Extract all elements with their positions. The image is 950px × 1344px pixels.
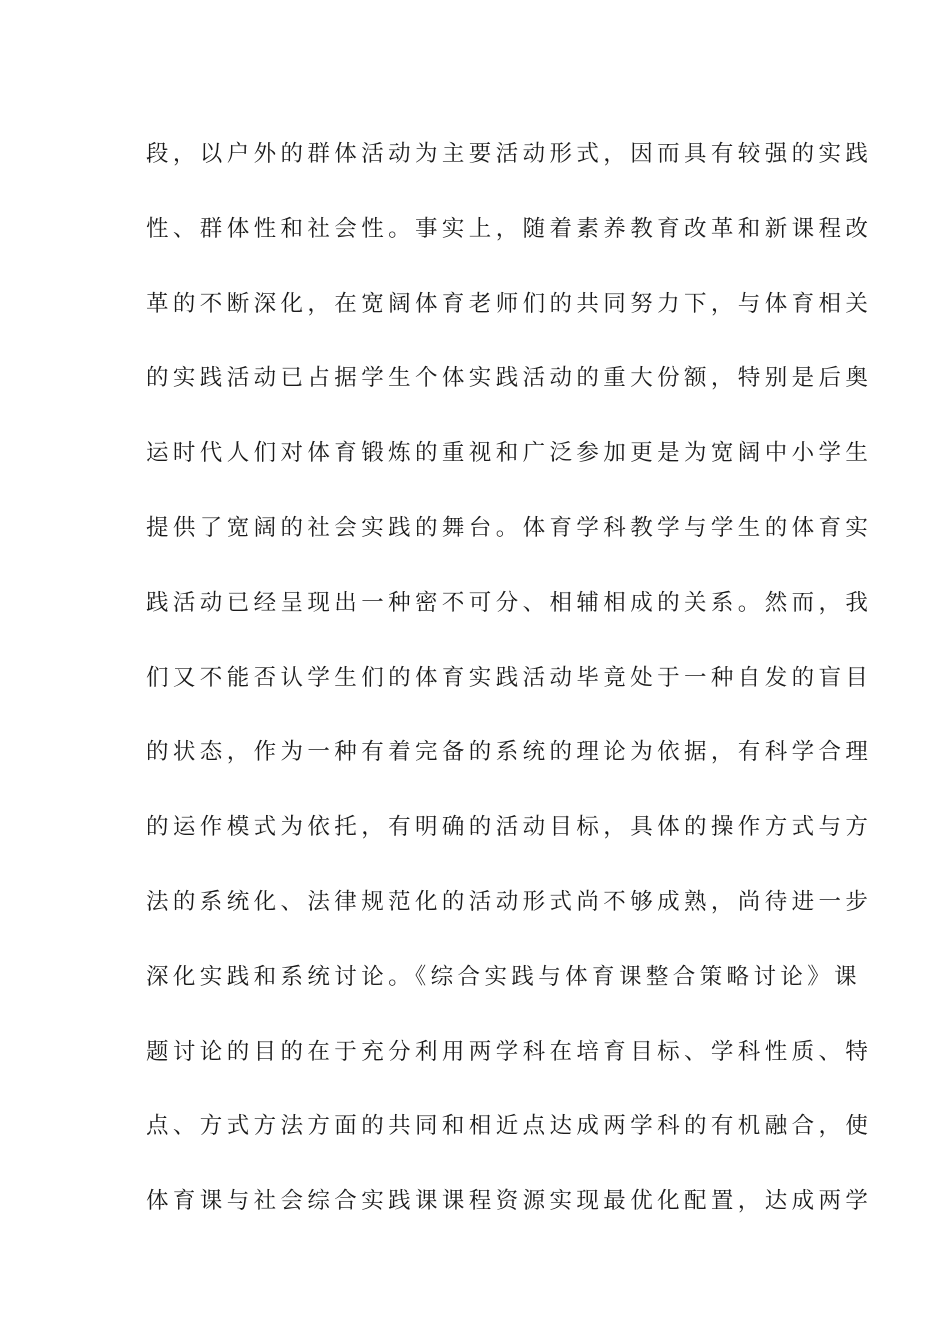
- text-line: 性、群体性和社会性。事实上，随着素养教育改革和新课程改: [146, 215, 873, 242]
- text-line: 践活动已经呈现出一种密不可分、相辅相成的关系。然而，我: [146, 589, 873, 616]
- text-line: 提供了宽阔的社会实践的舞台。体育学科教学与学生的体育实: [146, 514, 873, 541]
- text-line: 段，以户外的群体活动为主要活动形式，因而具有较强的实践: [146, 141, 873, 167]
- text-line: 的状态，作为一种有着完备的系统的理论为依据，有科学合理: [146, 739, 873, 766]
- text-line: 的运作模式为依托，有明确的活动目标，具体的操作方式与方: [146, 814, 873, 841]
- text-line: 深化实践和系统讨论。《综合实践与体育课整合策略讨论》课: [146, 963, 862, 990]
- text-line: 们又不能否认学生们的体育实践活动毕竟处于一种自发的盲目: [146, 664, 873, 691]
- body-text: [146, 136, 873, 1258]
- text-line: 点、方式方法方面的共同和相近点达成两学科的有机融合，使: [146, 1113, 873, 1140]
- text-line: 法的系统化、法律规范化的活动形式尚不够成熟，尚待进一步: [146, 888, 873, 915]
- text-line: 题讨论的目的在于充分利用两学科在培育目标、学科性质、特: [146, 1038, 873, 1065]
- text-line: 运时代人们对体育锻炼的重视和广泛参加更是为宽阔中小学生: [146, 440, 873, 467]
- text-line: 体育课与社会综合实践课课程资源实现最优化配置，达成两学: [146, 1188, 873, 1215]
- text-line: 革的不断深化，在宽阔体育老师们的共同努力下，与体育相关: [146, 290, 873, 317]
- text-line: 的实践活动已占据学生个体实践活动的重大份额，特别是后奥: [146, 365, 873, 392]
